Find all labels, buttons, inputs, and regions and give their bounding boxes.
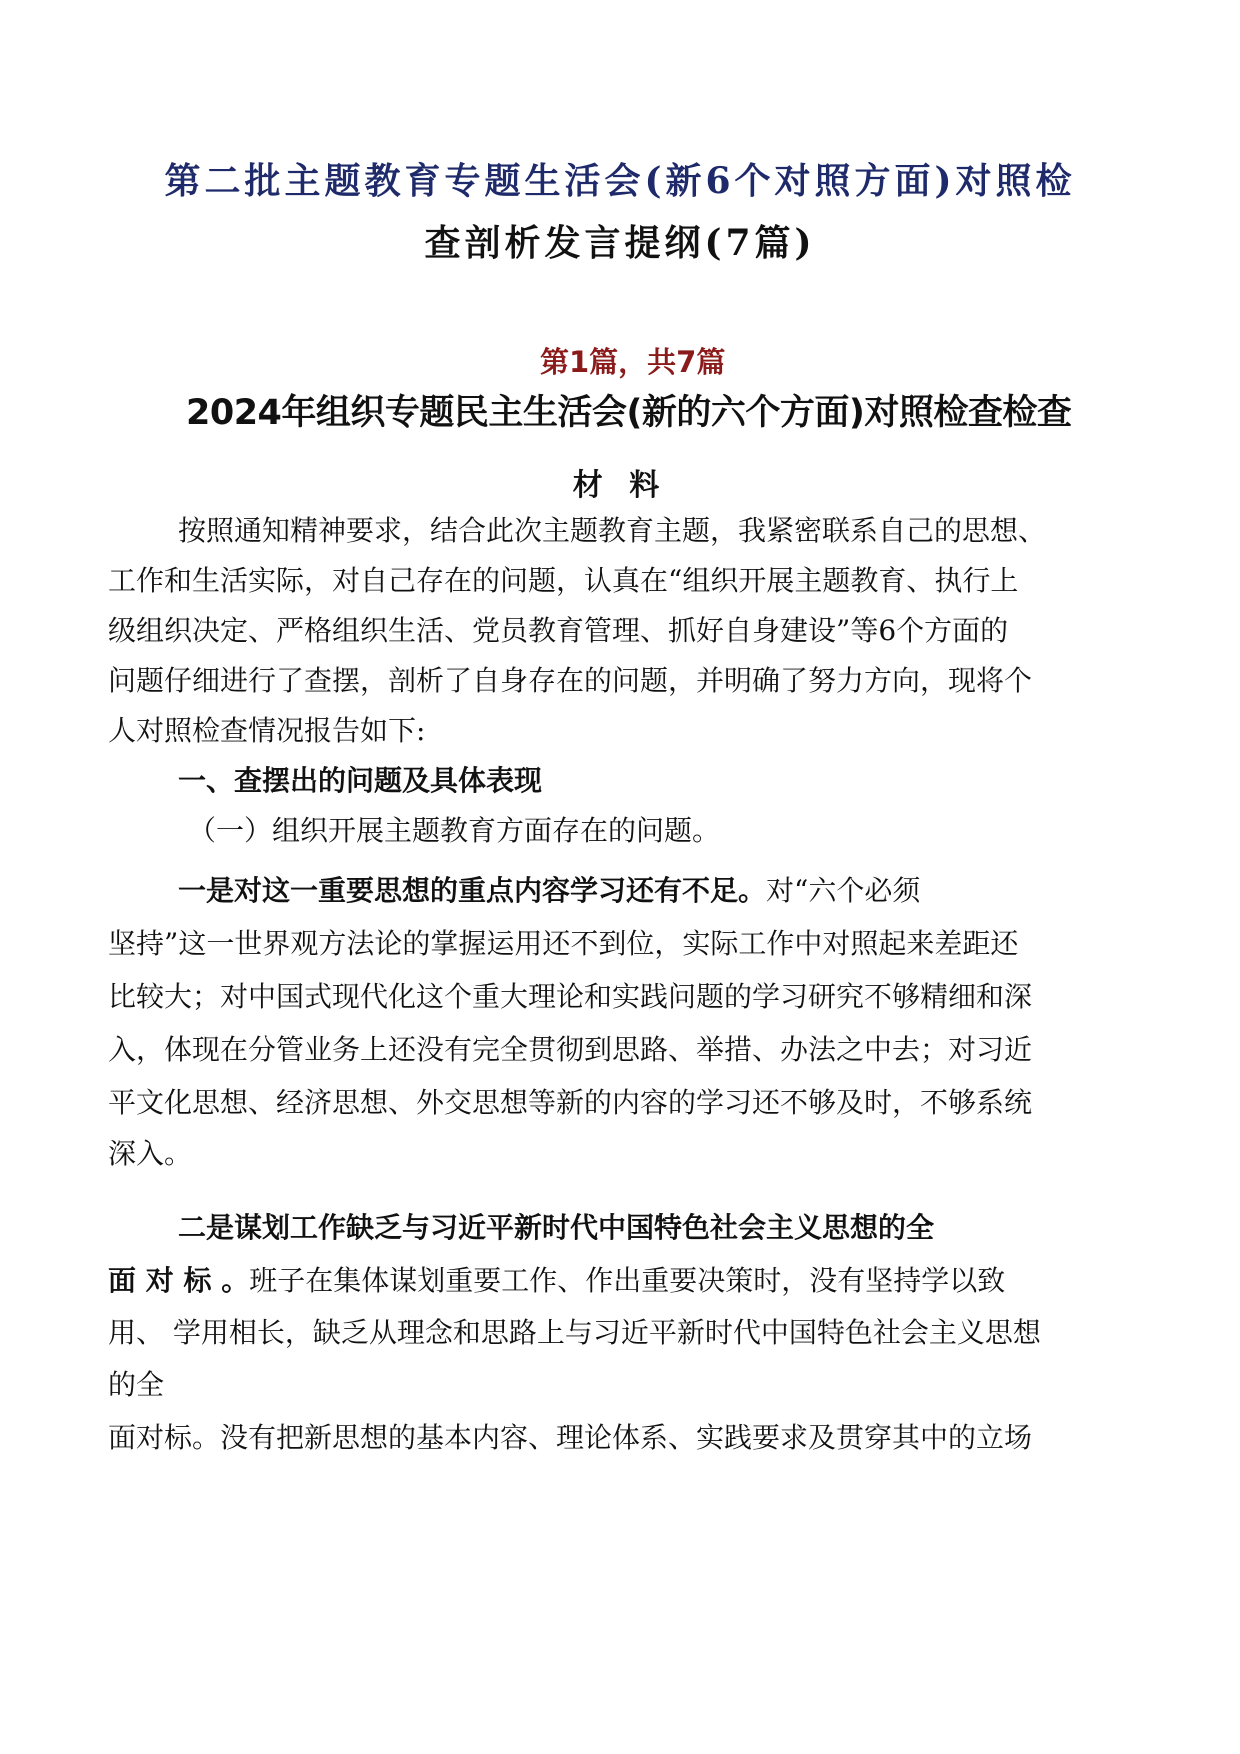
point-1-line: 坚持”这一世界观方法论的掌握运用还不到位，实际工作中对照起来差距还 — [108, 927, 1019, 960]
document-title-line-1: 第二批主题教育专题生活会(新6个对照方面)对照检 — [164, 160, 1076, 202]
point-2-line: 用、 学用相长，缺乏从理念和思路上与习近平新时代中国特色社会主义思想 — [108, 1316, 1041, 1349]
point-2-line-2 — [108, 1264, 1006, 1297]
point-2-bold-line-1: 二是谋划工作缺乏与习近平新时代中国特色社会主义思想的全 — [178, 1211, 935, 1244]
section-heading: 一、查摆出的问题及具体表现 — [178, 764, 543, 797]
point-1-line: 深入。 — [108, 1137, 193, 1170]
point-2-rest: 班子在集体谋划重要工作、作出重要决策时，没有坚持学以致 — [249, 1264, 1006, 1297]
point-1-bold: 一是对这一重要思想的重点内容学习还有不足。 — [178, 874, 767, 907]
point-1-first-line — [178, 874, 921, 907]
subsection-heading: （一）组织开展主题教育方面存在的问题。 — [188, 814, 721, 847]
document-title-line-2: 查剖析发言提纲(7篇) — [424, 222, 816, 264]
point-2-line: 的全 — [108, 1368, 165, 1401]
intro-line: 工作和生活实际，对自己存在的问题，认真在“组织开展主题教育、执行上 — [108, 564, 1019, 597]
subtitle-line-1: 2024年组织专题民主生活会(新的六个方面)对照检查检查 — [186, 393, 1072, 433]
point-2-bold-line-2: 面 对 标 。 — [108, 1264, 250, 1297]
intro-line: 人对照检查情况报告如下: — [108, 714, 426, 747]
point-1-rest: 对“六个必须 — [766, 874, 921, 907]
intro-line: 按照通知精神要求，结合此次主题教育主题，我紧密联系自己的思想、 — [178, 514, 1047, 547]
point-1-line: 平文化思想、经济思想、外交思想等新的内容的学习还不够及时，不够系统 — [108, 1086, 1033, 1119]
part-label: 第1篇，共7篇 — [540, 345, 726, 379]
point-1-line: 入，体现在分管业务上还没有完全贯彻到思路、举措、办法之中去；对习近 — [108, 1033, 1033, 1066]
point-2-line: 面对标。没有把新思想的基本内容、理论体系、实践要求及贯穿其中的立场 — [108, 1421, 1033, 1454]
subtitle-line-2: 材 料 — [572, 468, 668, 503]
point-1-line: 比较大；对中国式现代化这个重大理论和实践问题的学习研究不够精细和深 — [108, 980, 1033, 1013]
intro-line: 级组织决定、严格组织生活、党员教育管理、抓好自身建设”等6个方面的 — [108, 614, 1009, 647]
intro-line: 问题仔细进行了查摆，剖析了自身存在的问题，并明确了努力方向，现将个 — [108, 664, 1033, 697]
